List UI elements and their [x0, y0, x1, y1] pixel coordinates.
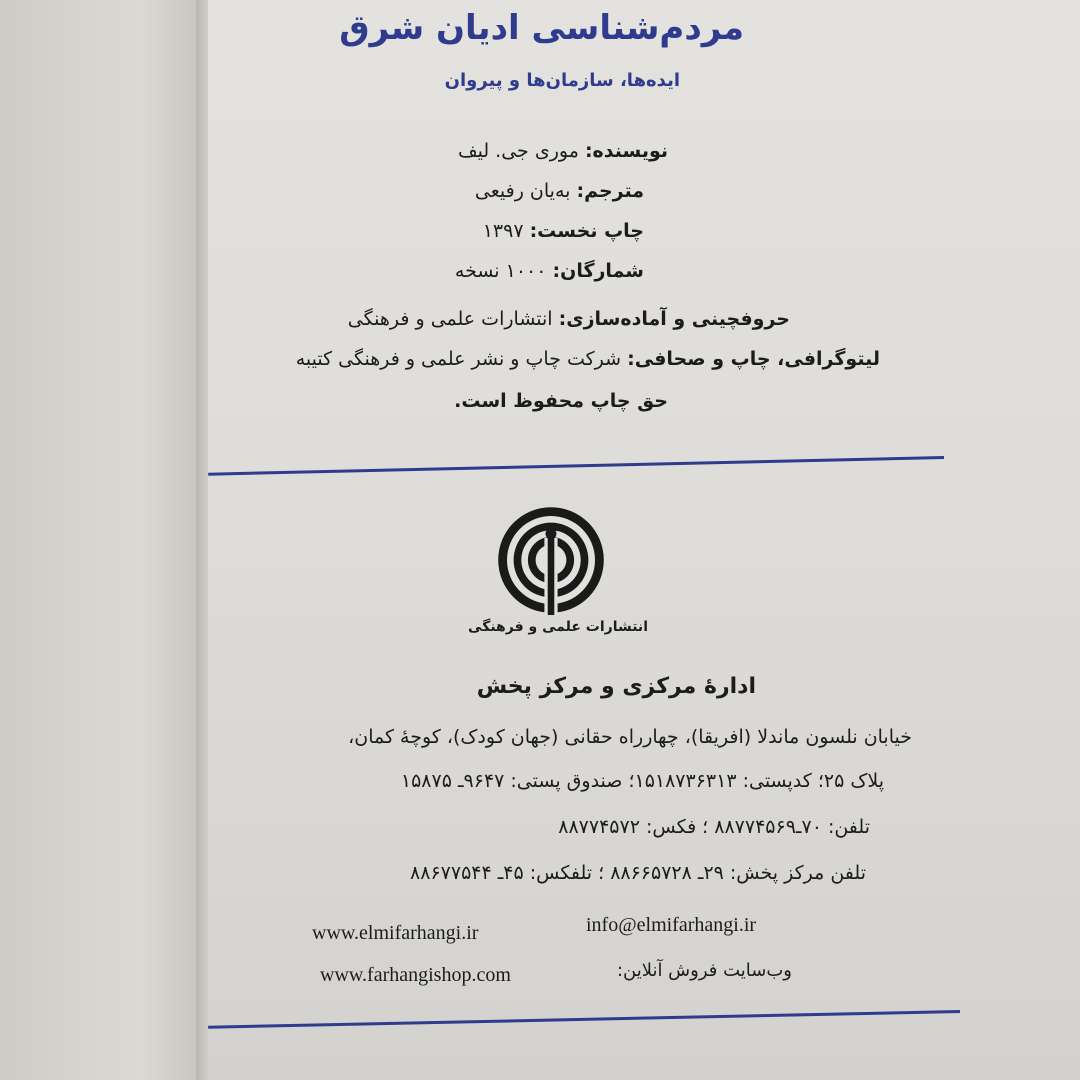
distribution-phone-line: تلفن مرکز پخش: ۲۹ـ ۸۸۶۶۵۷۲۸ ؛ تلفکس: ۴۵ـ ۸۸۶۷۷۵۴۴ — [410, 862, 866, 884]
top-divider — [208, 456, 944, 476]
author-line — [458, 140, 668, 162]
first-print-label: چاپ نخست: — [529, 220, 644, 242]
typesetting-label: حروفچینی و آماده‌سازی: — [558, 308, 790, 330]
website-link[interactable]: www.elmifarhangi.ir — [312, 922, 479, 944]
facing-page — [0, 0, 200, 1080]
online-store-link[interactable]: www.farhangishop.com — [320, 964, 511, 986]
office-heading: ادارهٔ مرکزی و مرکز پخش — [476, 674, 756, 699]
publisher-logo — [496, 505, 606, 615]
translator-value: به‌یان رفیعی — [474, 180, 577, 202]
email-link[interactable]: info@elmifarhangi.ir — [586, 914, 757, 936]
author-label: نویسنده: — [584, 140, 668, 162]
printing-value: شرکت چاپ و نشر علمی و فرهنگی کتیبه — [295, 348, 628, 370]
first-print-line — [483, 220, 644, 242]
address-line-2: پلاک ۲۵؛ کدپستی: ۱۵۱۸۷۳۶۳۱۳؛ صندوق پستی: ۹۶۴۷ـ ۱۵۸۷۵ — [400, 770, 884, 792]
typesetting-line — [348, 308, 790, 330]
printing-line — [296, 348, 880, 370]
book-subtitle: ایده‌ها، سازمان‌ها و پیروان — [444, 70, 680, 91]
printing-label: لیتوگرافی، چاپ و صحافی: — [627, 348, 880, 370]
first-print-value: ۱۳۹۷ — [482, 220, 530, 242]
address-line-1: خیابان نلسون ماندلا (افریقا)، چهارراه حقانی (جهان کودک)، کوچهٔ کمان، — [348, 726, 912, 748]
bottom-divider — [208, 1010, 960, 1029]
translator-line — [475, 180, 644, 202]
online-store-label: وب‌سایت فروش آنلاین: — [616, 960, 792, 981]
typesetting-value: انتشارات علمی و فرهنگی — [347, 308, 559, 330]
author-value: موری جی. لیف — [457, 140, 585, 162]
circulation-value: ۱۰۰۰ نسخه — [454, 260, 553, 282]
copyright-line — [454, 390, 668, 412]
translator-label: مترجم: — [576, 180, 644, 202]
copyright-page — [208, 0, 1080, 1080]
logo-caption: انتشارات علمی و فرهنگی — [468, 619, 648, 635]
copyright-text: حق چاپ محفوظ است. — [454, 390, 668, 412]
phone-line: تلفن: ۷۰ـ۸۸۷۷۴۵۶۹ ؛ فکس: ۸۸۷۷۴۵۷۲ — [558, 816, 870, 838]
circulation-line — [455, 260, 644, 282]
book-title: مردم‌شناسی ادیان شرق — [339, 8, 744, 48]
circulation-label: شمارگان: — [552, 260, 644, 282]
